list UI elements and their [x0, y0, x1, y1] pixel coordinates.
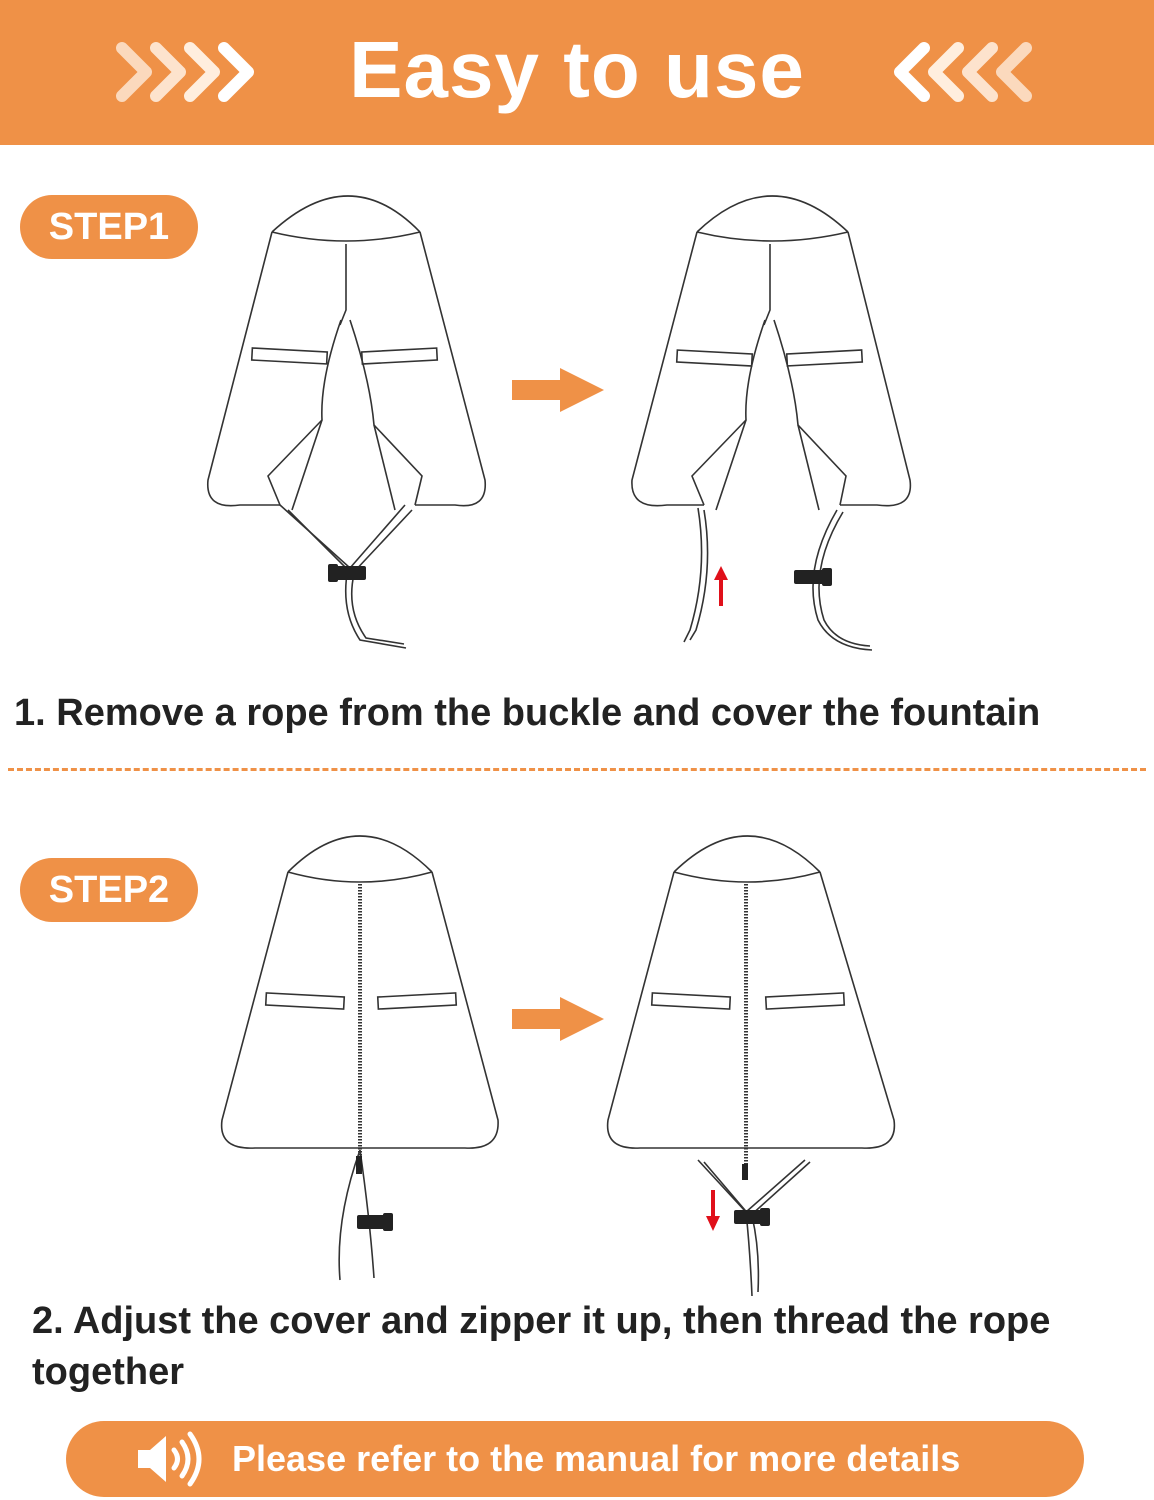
- step1-rope-removed-illustration: [622, 180, 922, 660]
- step1-caption: 1. Remove a rope from the buckle and cover the fountain: [14, 692, 1041, 734]
- step1-cover-open-illustration: [200, 180, 500, 660]
- page-title: Easy to use: [349, 25, 805, 114]
- step2-caption-line2: together: [32, 1351, 184, 1393]
- step2-rope-threaded-illustration: [600, 820, 900, 1300]
- chevron-left-icon: [890, 36, 1050, 108]
- step2-caption-line1: 2. Adjust the cover and zipper it up, then thread the rope: [32, 1300, 1051, 1342]
- up-arrow-icon: [714, 566, 728, 606]
- footer-note: Please refer to the manual for more details: [232, 1438, 961, 1479]
- speaker-icon: [132, 1430, 208, 1488]
- header-banner: [0, 0, 1154, 145]
- down-arrow-icon: [706, 1190, 720, 1231]
- step2-badge: STEP2: [20, 858, 198, 922]
- section-divider: [8, 768, 1146, 771]
- right-arrow-icon: [510, 368, 606, 412]
- step1-badge: STEP1: [20, 195, 198, 259]
- right-arrow-icon: [510, 997, 606, 1041]
- step2-zipped-illustration: [210, 820, 510, 1290]
